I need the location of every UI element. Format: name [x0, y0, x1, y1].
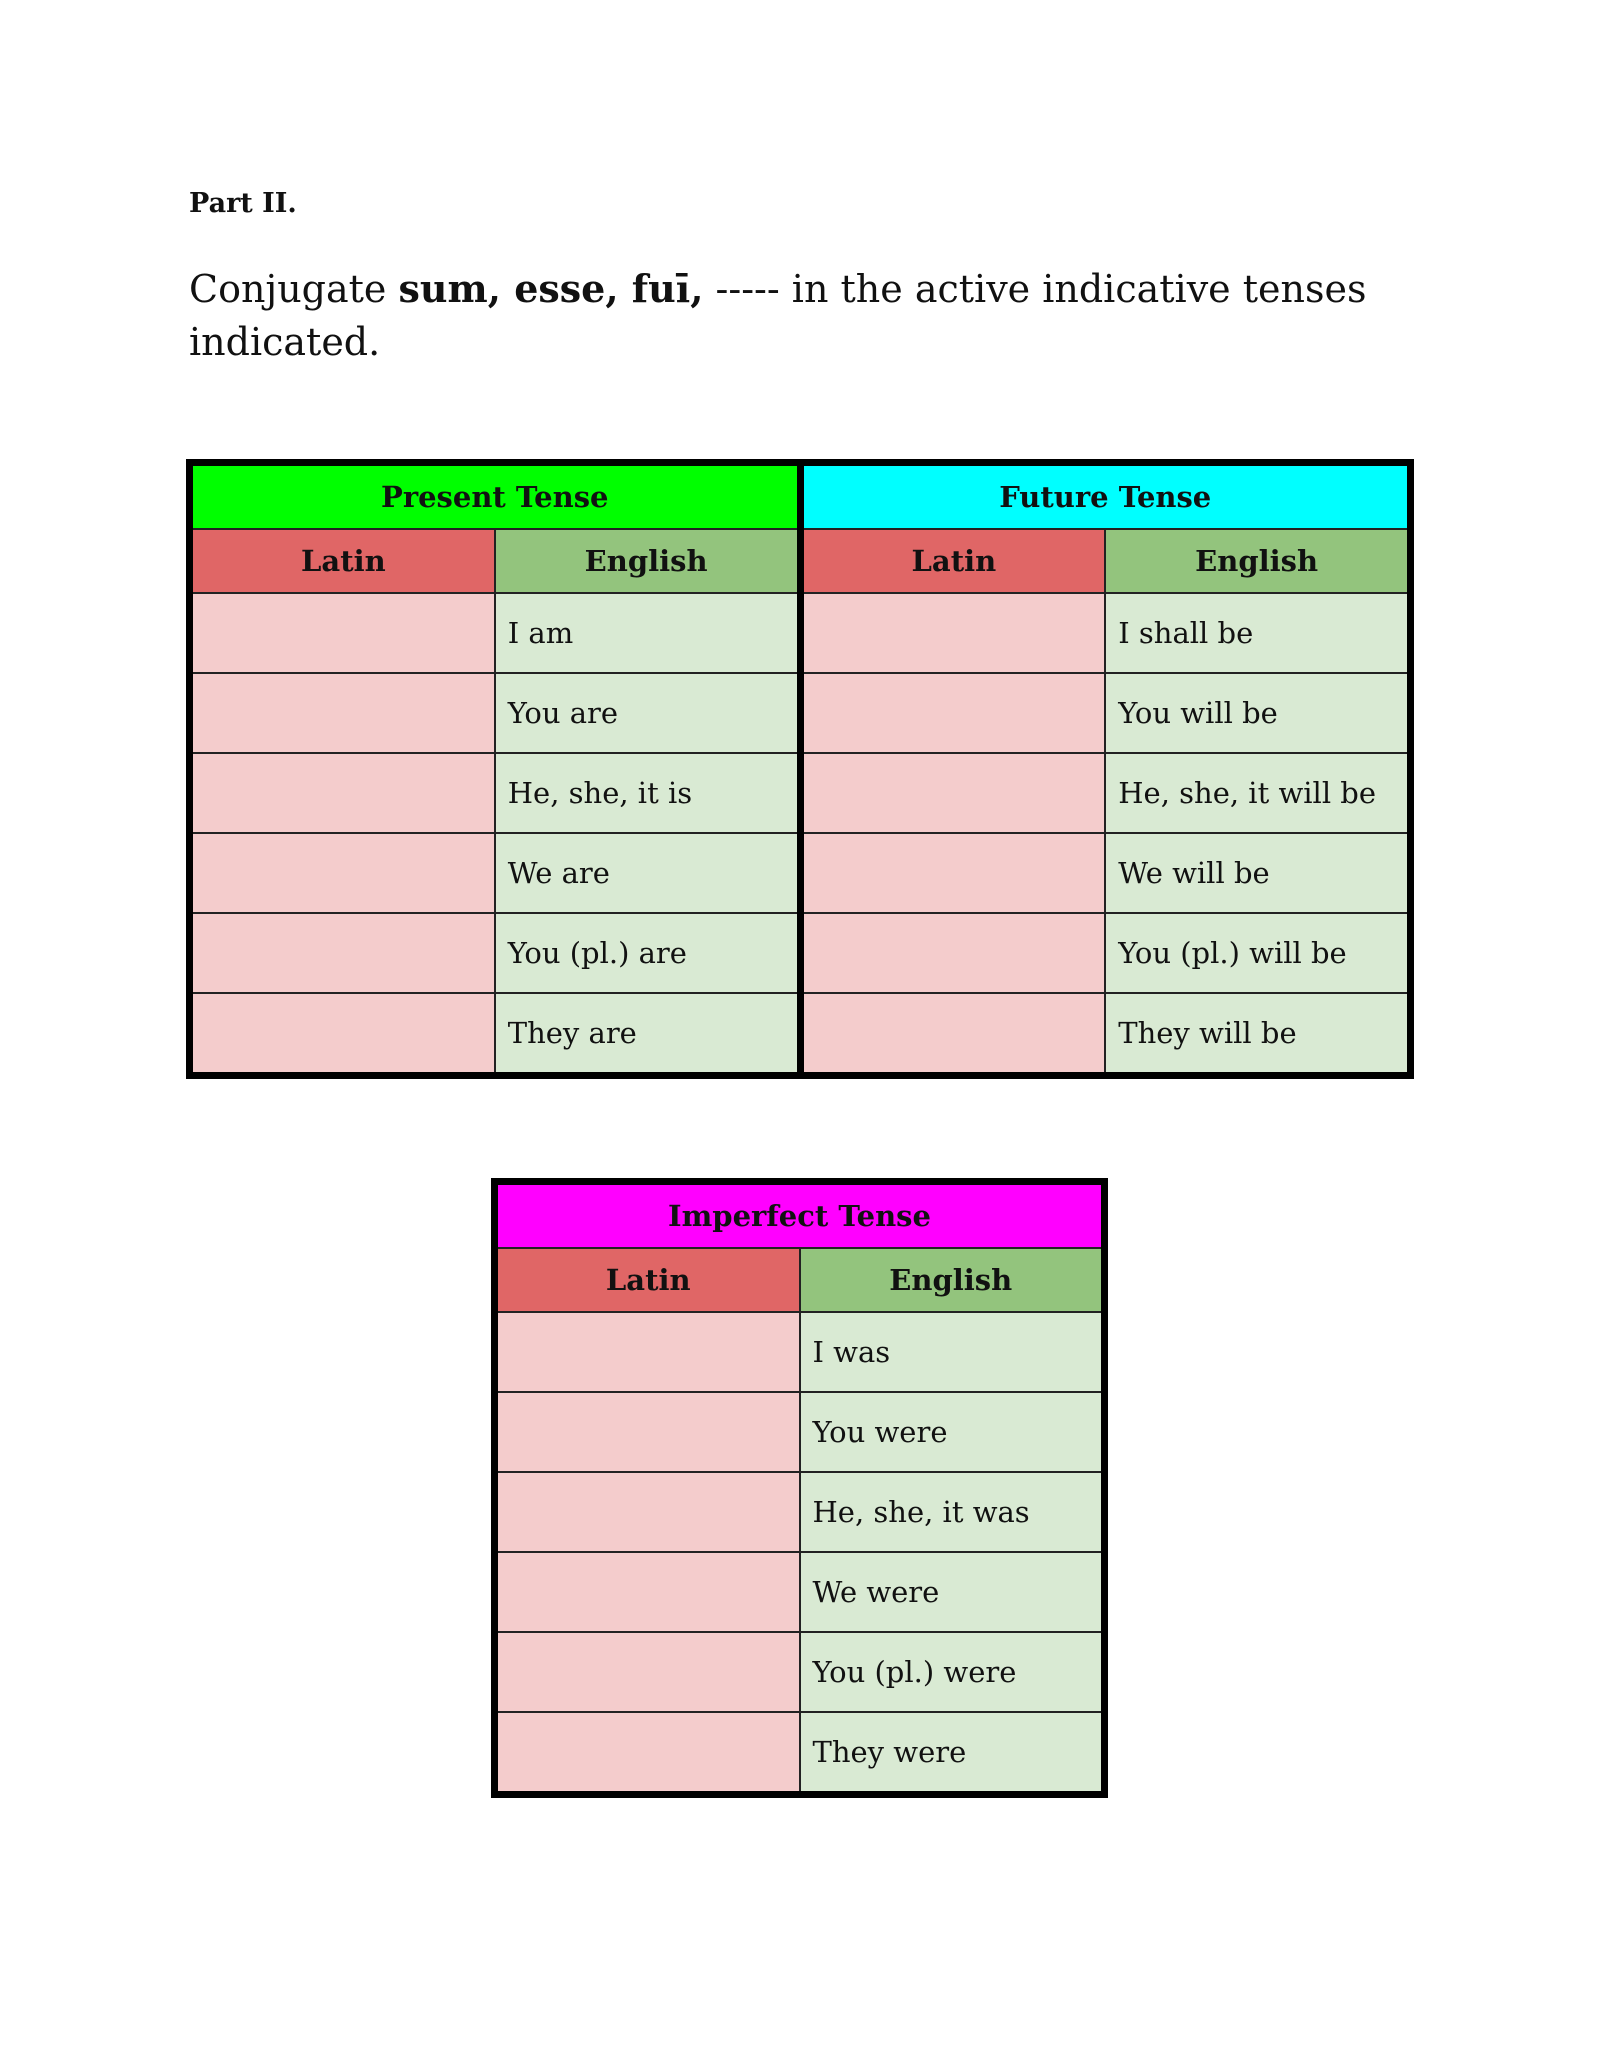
present-latin-header: Latin: [190, 529, 495, 593]
instruction-pre: Conjugate: [189, 267, 399, 311]
future-english-cell: You will be: [1105, 673, 1410, 753]
imperfect-latin-answer-cell[interactable]: [495, 1552, 800, 1632]
table-row: [190, 593, 1411, 673]
present-tense-header: Present Tense: [190, 463, 801, 530]
future-latin-header: Latin: [800, 529, 1105, 593]
table-row: [495, 1472, 1105, 1552]
future-latin-answer-cell[interactable]: [800, 913, 1105, 993]
present-latin-answer-cell[interactable]: [190, 993, 495, 1076]
table-row: [190, 673, 1411, 753]
table-row: [190, 833, 1411, 913]
instruction-verb: sum, esse, fuī,: [398, 266, 704, 311]
imperfect-tense-header: Imperfect Tense: [495, 1182, 1105, 1249]
future-latin-answer-cell[interactable]: [800, 833, 1105, 913]
present-english-cell: You (pl.) are: [495, 913, 800, 993]
imperfect-english-cell: You were: [800, 1392, 1105, 1472]
imperfect-latin-answer-cell[interactable]: [495, 1392, 800, 1472]
table-row: [495, 1712, 1105, 1795]
present-english-cell: He, she, it is: [495, 753, 800, 833]
imperfect-english-cell: He, she, it was: [800, 1472, 1105, 1552]
table-row: [495, 1552, 1105, 1632]
present-latin-answer-cell[interactable]: [190, 673, 495, 753]
future-latin-answer-cell[interactable]: [800, 673, 1105, 753]
present-english-header: English: [495, 529, 800, 593]
imperfect-latin-answer-cell[interactable]: [495, 1312, 800, 1392]
imperfect-latin-header: Latin: [495, 1248, 800, 1312]
present-latin-answer-cell[interactable]: [190, 593, 495, 673]
table-row: [190, 993, 1411, 1076]
imperfect-latin-answer-cell[interactable]: [495, 1472, 800, 1552]
present-english-cell: You are: [495, 673, 800, 753]
future-english-header: English: [1105, 529, 1410, 593]
present-english-cell: I am: [495, 593, 800, 673]
table-row: [495, 1312, 1105, 1392]
instruction-post: ----- in the active indicative tenses indicated.: [189, 267, 1367, 364]
imperfect-english-header: English: [800, 1248, 1105, 1312]
present-latin-answer-cell[interactable]: [190, 913, 495, 993]
present-latin-answer-cell[interactable]: [190, 833, 495, 913]
part-label: Part II.: [189, 188, 297, 219]
imperfect-english-cell: I was: [800, 1312, 1105, 1392]
present-future-table: [186, 459, 1414, 1079]
table-row: [190, 753, 1411, 833]
table-row: [495, 1632, 1105, 1712]
future-english-cell: We will be: [1105, 833, 1410, 913]
future-english-cell: You (pl.) will be: [1105, 913, 1410, 993]
imperfect-latin-answer-cell[interactable]: [495, 1632, 800, 1712]
imperfect-english-cell: You (pl.) were: [800, 1632, 1105, 1712]
future-english-cell: I shall be: [1105, 593, 1410, 673]
table-row: [190, 913, 1411, 993]
future-latin-answer-cell[interactable]: [800, 993, 1105, 1076]
imperfect-english-cell: We were: [800, 1552, 1105, 1632]
future-tense-header: Future Tense: [800, 463, 1411, 530]
imperfect-table: [491, 1178, 1108, 1798]
future-latin-answer-cell[interactable]: [800, 753, 1105, 833]
present-english-cell: We are: [495, 833, 800, 913]
instructions: [189, 262, 1429, 369]
table-row: [495, 1392, 1105, 1472]
imperfect-latin-answer-cell[interactable]: [495, 1712, 800, 1795]
future-latin-answer-cell[interactable]: [800, 593, 1105, 673]
imperfect-english-cell: They were: [800, 1712, 1105, 1795]
future-english-cell: He, she, it will be: [1105, 753, 1410, 833]
present-english-cell: They are: [495, 993, 800, 1076]
future-english-cell: They will be: [1105, 993, 1410, 1076]
present-latin-answer-cell[interactable]: [190, 753, 495, 833]
